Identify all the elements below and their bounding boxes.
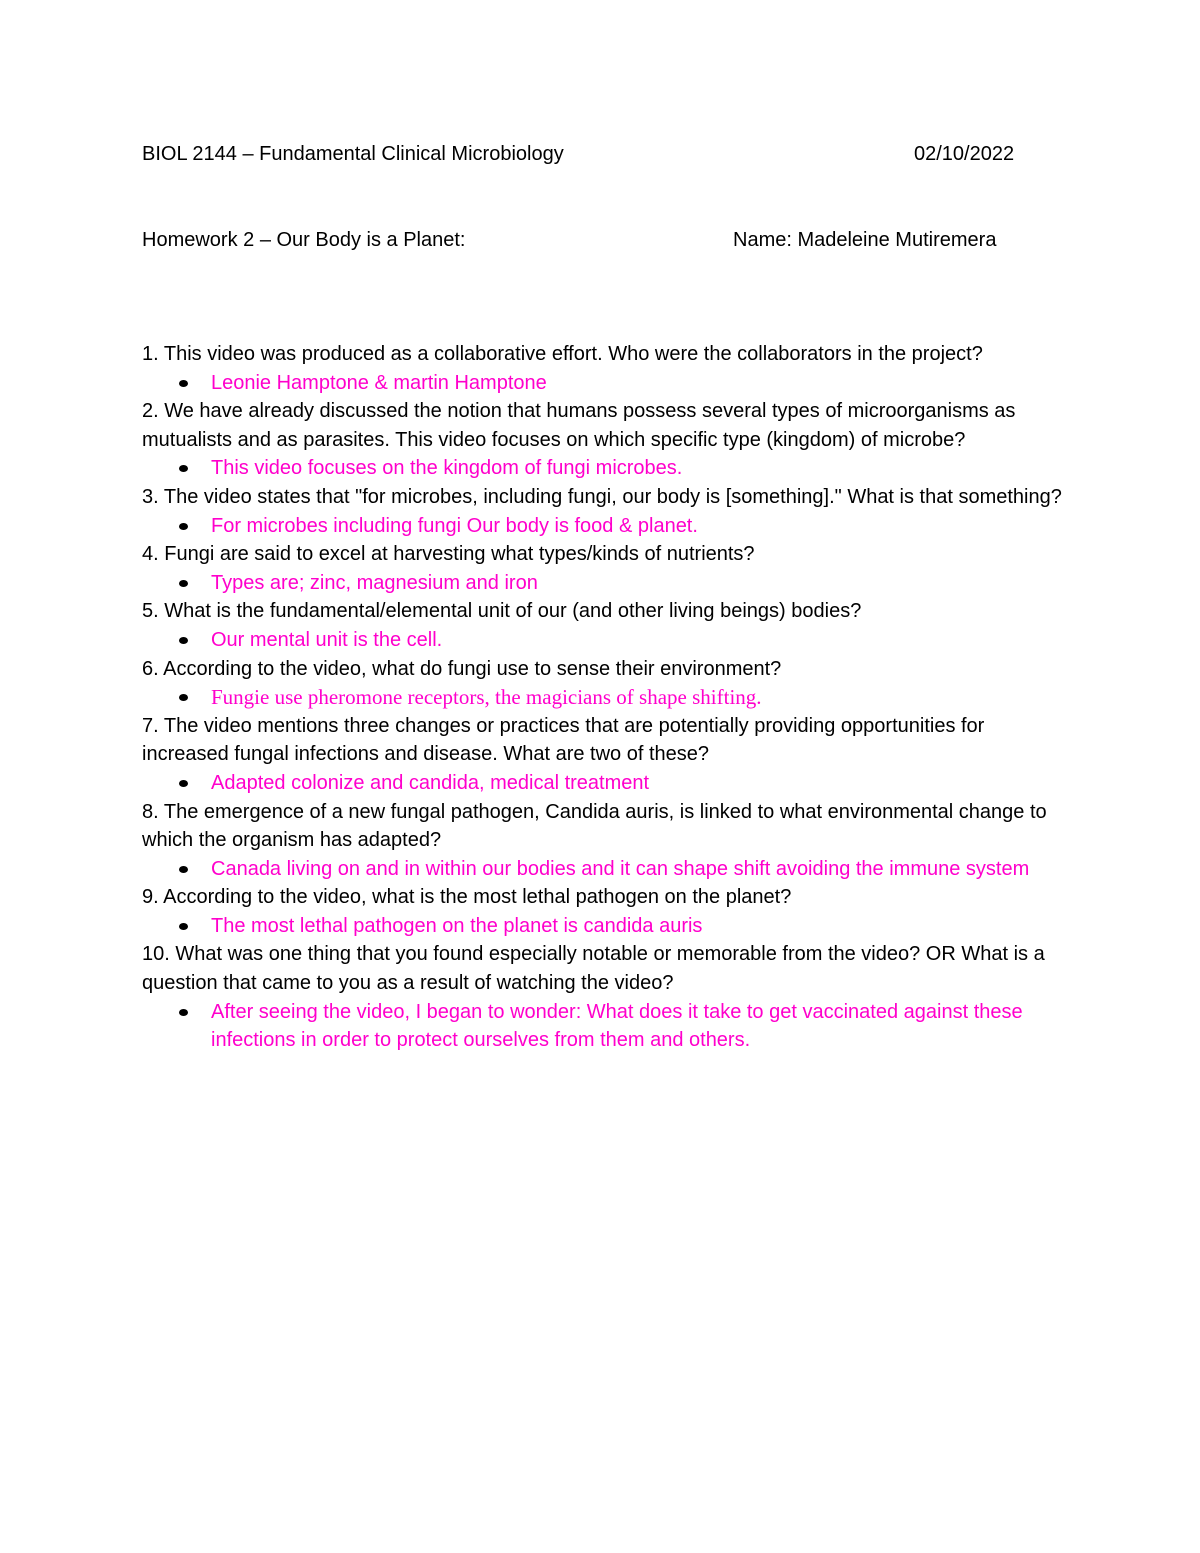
question-10: 10. What was one thing that you found especially notable or memorable from the video? OR What is a question that came to you as a result of watching the video? (142, 943, 1045, 995)
answer-text: Adapted colonize and candida, medical treatment (211, 771, 650, 794)
answer-text: Types are; zinc, magnesium and iron (211, 571, 538, 594)
assignment-title: Homework 2 – Our Body is a Planet: (142, 229, 466, 251)
header-row-assignment (142, 228, 1022, 252)
answer-text: Our mental unit is the cell. (211, 628, 443, 651)
bullet-icon (179, 694, 188, 701)
answer-9 (142, 912, 1072, 941)
bullet-icon (179, 465, 188, 472)
question-1: 1. This video was produced as a collaborative effort. Who were the collaborators in the project? (142, 343, 983, 365)
answer-text: This video focuses on the kingdom of fungi microbes. (211, 457, 683, 480)
question-5: 5. What is the fundamental/elemental unit of our (and other living beings) bodies? (142, 600, 862, 623)
answer-text: After seeing the video, I began to wonder: What does it take to get vaccinated against these infections in order to protect ourselves from them and others. (211, 1000, 1023, 1052)
question-9: 9. According to the video, what is the most lethal pathogen on the planet? (142, 886, 792, 909)
question-4: 4. Fungi are said to excel at harvesting what types/kinds of nutrients? (142, 543, 755, 566)
bullet-icon (179, 780, 188, 787)
answer-4 (142, 569, 1072, 598)
answer-3 (142, 512, 1072, 541)
answer-text: Fungie use pheromone receptors, the magicians of shape shifting. (211, 685, 762, 710)
answer-6 (142, 683, 1072, 712)
answer-text: Canada living on and in within our bodies and it can shape shift avoiding the immune system (211, 857, 1030, 880)
student-name: Name: Madeleine Mutiremera (733, 229, 997, 251)
answer-7 (142, 769, 1072, 798)
answer-10 (142, 998, 1072, 1055)
answer-text: Leonie Hamptone & martin Hamptone (211, 371, 547, 394)
bullet-icon (179, 580, 188, 587)
answer-5 (142, 626, 1072, 655)
question-2: 2. We have already discussed the notion that humans possess several types of microorganisms as mutualists and as parasites. This video focuses on which specific type (kingdom) of microbe? (142, 400, 1016, 451)
question-7: 7. The video mentions three changes or practices that are potentially providing opportunities for increased fungal infections and disease. What are two of these? (142, 714, 985, 766)
question-3: 3. The video states that "for microbes, including fungi, our body is [something]." What is that something? (142, 485, 1062, 508)
bullet-icon (179, 1009, 188, 1016)
bullet-icon (179, 637, 188, 644)
answer-2 (142, 454, 1072, 483)
answer-1 (142, 369, 1072, 398)
bullet-icon (179, 380, 188, 387)
header-row-course (142, 142, 1022, 166)
course-title: BIOL 2144 – Fundamental Clinical Microbiology (142, 143, 564, 165)
question-8: 8. The emergence of a new fungal pathogen, Candida auris, is linked to what environmental change to which the organism has adapted? (142, 800, 1047, 852)
answer-text: For microbes including fungi Our body is food & planet. (211, 514, 698, 537)
bullet-icon (179, 923, 188, 930)
question-6: 6. According to the video, what do fungi use to sense their environment? (142, 657, 782, 680)
assignment-date: 02/10/2022 (914, 143, 1015, 165)
bullet-icon (179, 866, 188, 873)
question-list (142, 340, 1072, 1055)
answer-text: The most lethal pathogen on the planet is candida auris (211, 914, 703, 937)
bullet-icon (179, 523, 188, 530)
answer-8 (142, 855, 1072, 884)
